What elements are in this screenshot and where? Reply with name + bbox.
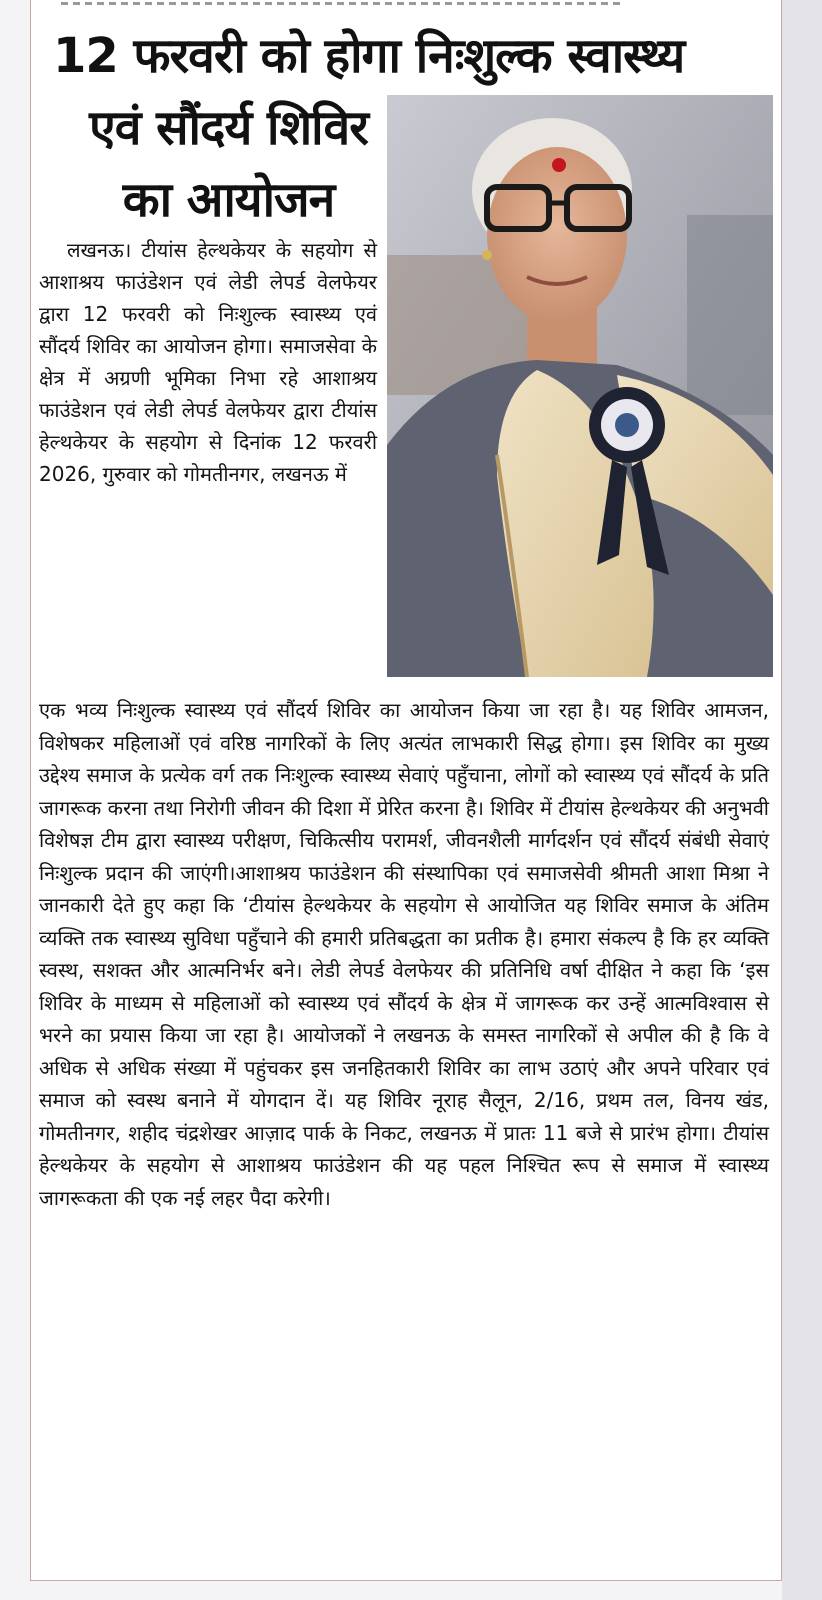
article-body-full-width: एक भव्य निःशुल्क स्वास्थ्य एवं सौंदर्य शिविर का आयोजन किया जा रहा है। यह शिविर आमजन, विशेषकर महिलाओं एवं वरिष्ठ नागरिकों के लिए अत्यंत लाभकारी सिद्ध होगा। इस शिविर का मुख्य उद्देश्य समाज के प्रत्येक वर्ग तक निःशुल्क स्वास्थ्य सेवाएं पहुँचाना, लोगों को स्वास्थ्य एवं सौंदर्य के प्रति जागरूक करना तथा निरोगी जीवन की दिशा में प्रेरित करना है। शिविर में टीयांस हेल्थकेयर की अनुभवी विशेषज्ञ टीम द्वारा स्वास्थ्य परीक्षण, चिकित्सीय परामर्श, जीवनशैली मार्गदर्शन एवं सौंदर्य संबंधी सेवाएं निःशुल्क प्रदान की जाएंगी।आशाश्रय फाउंडेशन की संस्थापिका एवं समाजसेवी श्रीमती आशा मिश्रा ने जानकारी देते हुए कहा कि ‘टीयांस हेल्थकेयर के सहयोग से आयोजित यह शिविर समाज के अंतिम व्यक्ति तक स्वास्थ्य सुविधा पहुँचाने की हमारी प्रतिबद्धता का प्रतीक है। हमारा संकल्प है कि हर व्यक्ति स्वस्थ, सशक्त और आत्मनिर्भर बने। लेडी लेपर्ड वेलफेयर की प्रतिनिधि वर्षा दीक्षित ने कहा कि ‘इस शिविर के माध्यम से महिलाओं को स्वास्थ्य एवं सौंदर्य के क्षेत्र में जागरूक कर उन्हें आत्मविश्वास से भरने का प्रयास किया जा रहा है। आयोजकों ने लखनऊ के समस्त नागरिकों से अपील की है कि वे अधिक से अधिक संख्या में पहुंचकर इस जनहितकारी शिविर का लाभ उठाएं और अपने परिवार एवं समाज को स्वस्थ बनाने में योगदान दें। यह शिविर नूराह सैलून, 2/16, प्रथम तल, विनय खंड, गोमतीनगर, शहीद चंद्रशेखर आज़ाद पार्क के निकट, लखनऊ में प्रातः 11 बजे से प्रारंभ होगा। टीयांस हेल्थकेयर के सहयोग से आशाश्रय फाउंडेशन की यह पहल निश्चित रूप से समाज में स्वास्थ्य जागरूकता की एक नई लहर पैदा करेगी। — [39, 698, 769, 1210]
newspaper-clipping — [30, 0, 782, 1581]
article-body-column — [39, 234, 377, 490]
headline-line-1: 12 फरवरी को होगा निःशुल्क स्वास्थ्य — [53, 28, 685, 84]
article-body-column-text: लखनऊ। टीयांस हेल्थकेयर के सहयोग से आशाश्रय फाउंडेशन एवं लेडी लेपर्ड वेलफेयर द्वारा 12 फरवरी को निःशुल्क स्वास्थ्य एवं सौंदर्य शिविर का आयोजन होगा। समाजसेवा के क्षेत्र में अग्रणी भूमिका निभा रहे आशाश्रय फाउंडेशन एवं लेडी लेपर्ड वेलफेयर द्वारा टीयांस हेल्थकेयर के सहयोग से दिनांक 12 फरवरी 2026, गुरुवार को गोमतीनगर, लखनऊ में — [39, 238, 377, 486]
article-photo — [387, 95, 773, 677]
screen-edge — [782, 0, 822, 1600]
clipping-top-edge — [61, 0, 621, 8]
portrait-illustration — [387, 95, 773, 677]
headline-line-2: एवं सौंदर्य शिविर — [89, 100, 368, 156]
headline-line-3: का आयोजन — [122, 172, 335, 228]
